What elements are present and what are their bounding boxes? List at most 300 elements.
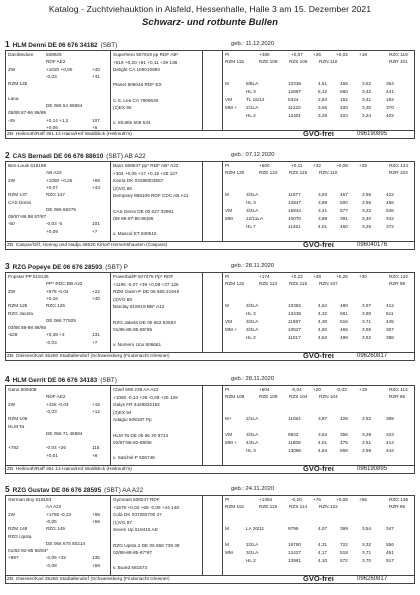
lactation-value: 3,51 bbox=[362, 440, 372, 445]
ancestor-text: Planet 506046 RDF EX bbox=[113, 82, 162, 88]
ancestor-text: Galys FR 4429822152 bbox=[113, 402, 160, 408]
lactation-value: 11987 bbox=[288, 319, 301, 324]
pedigree-text: -49 bbox=[8, 117, 15, 123]
pedigree-value: +31 bbox=[92, 73, 100, 79]
lactation-value: VM bbox=[225, 432, 233, 437]
ancestor-text: +304 +0,05 +17 +0,15 +26 127 bbox=[113, 170, 178, 176]
pedigree-value: +8 bbox=[92, 452, 98, 458]
lactation-value: 3,62 bbox=[318, 432, 328, 437]
lactation-value: 3,52 bbox=[362, 81, 372, 86]
rz-value: RZM 151 bbox=[225, 504, 245, 509]
pedigree-value: -0,05 +32 bbox=[46, 555, 66, 561]
pedigree-value: 508925 bbox=[46, 52, 62, 57]
lactation-value: 2/1LA bbox=[246, 105, 259, 110]
lactation-value: 403 bbox=[340, 113, 348, 118]
pedigree-value: +56 bbox=[92, 518, 100, 524]
pedigree-value: -0,05 bbox=[46, 518, 57, 524]
lactation-value: LA 20/11 bbox=[246, 526, 265, 531]
rz-value: RZM 120 bbox=[225, 170, 245, 175]
breeding-value: +0,07 bbox=[291, 52, 303, 57]
lot-number: 2 bbox=[5, 150, 10, 160]
rz-value: RZN 104 bbox=[319, 394, 338, 399]
pedigree-value: 135 bbox=[92, 555, 100, 561]
pedigree-value: +22 bbox=[92, 288, 100, 294]
pedigree-text: RZM 109 bbox=[8, 416, 28, 422]
lactation-value: 556 bbox=[386, 542, 394, 547]
breeding-value: +0,22 bbox=[291, 274, 303, 279]
lactation-value: 3,25 bbox=[318, 113, 328, 118]
lactation-value: 4,62 bbox=[318, 303, 328, 308]
breeding-value: -0,02 bbox=[336, 387, 347, 392]
lactation-value: 3,93 bbox=[318, 192, 328, 197]
lactation-value: 3,59 bbox=[362, 448, 372, 453]
breed-code: (SBT) bbox=[100, 42, 118, 49]
lactation-value: HL 2 bbox=[246, 558, 256, 563]
breeding-value: +0,11 bbox=[291, 163, 303, 168]
lactation-value: 3,52 bbox=[362, 335, 372, 340]
pedigree-text: 2W bbox=[8, 401, 16, 407]
pedigree-value: DE 066 77925 bbox=[46, 317, 76, 323]
lactation-value: 2/1LA bbox=[246, 416, 259, 421]
lactation-value: 581 bbox=[340, 311, 348, 316]
breeder-line: ZB: Heilmuth/Raff 351 14 Haina/Hof Waldblick (Heilmuth's) bbox=[5, 131, 415, 139]
lactation-value: 5344 bbox=[288, 97, 299, 102]
lot-number: 4 bbox=[5, 374, 10, 384]
column-divider bbox=[110, 273, 111, 352]
pedigree-value: RZG 147 bbox=[46, 192, 66, 198]
rz-value: RZN 110 bbox=[319, 170, 338, 175]
lactation-value: M bbox=[225, 526, 229, 531]
pedigree-value: +7 bbox=[92, 339, 98, 345]
breeding-value: +486 bbox=[259, 52, 270, 57]
breeding-value: +32 bbox=[313, 163, 321, 168]
lactation-value: 722 bbox=[340, 542, 348, 547]
lactation-value: 11877 bbox=[288, 192, 301, 197]
lactation-value: 475 bbox=[340, 440, 348, 445]
lactation-value: 10070 bbox=[288, 216, 302, 221]
gvo-label: GVO-frei bbox=[303, 351, 334, 360]
ear-tag: DE 06 676 34183 bbox=[47, 377, 98, 384]
pedigree-value: DE 066 71 46584 bbox=[46, 430, 83, 436]
pedigree-text: RZG Jaceta bbox=[8, 310, 34, 316]
breeder-line: ZB: Gleisner/Karl 35260 Stadtallendorf (Schweinsberg (Findenacht Gleisner) bbox=[5, 353, 415, 361]
pedigree-value: +675 -0,04 bbox=[46, 288, 69, 294]
lactation-value: 3,40 bbox=[362, 216, 372, 221]
ancestor-text: Adagio 508187 Pp bbox=[113, 417, 152, 423]
column-divider bbox=[222, 496, 223, 575]
ancestor-text: HLM Ta DE 06 66 20 9714 bbox=[113, 432, 169, 438]
rz-value: RZS 104 bbox=[289, 394, 308, 399]
pedigree-value: +0,14 +1,2 bbox=[46, 117, 69, 123]
lactation-value: 3,80 bbox=[362, 311, 372, 316]
lactation-value: 445 bbox=[386, 319, 394, 324]
pedigree-value: +12 bbox=[92, 408, 100, 414]
pedigree-value: +0,07 bbox=[46, 184, 58, 190]
ancestor-text: v. Numero Uno 506661 bbox=[113, 342, 162, 348]
lactation-value: 4,50 bbox=[318, 327, 328, 332]
birth-date: geb.: 28.11.2020 bbox=[231, 263, 275, 269]
label-pi: PI bbox=[225, 52, 230, 57]
pedigree-value: +40 bbox=[92, 66, 100, 72]
lactation-value: 11461 bbox=[288, 224, 301, 229]
lactation-value: 3,30 bbox=[362, 105, 372, 110]
rz-value: RZE 109 bbox=[259, 59, 278, 64]
breeding-value: +604 bbox=[259, 387, 270, 392]
lactation-value: 3/3LA bbox=[246, 327, 259, 332]
lactation-value: 10527 bbox=[288, 327, 302, 332]
lactation-value: 11017 bbox=[288, 335, 301, 340]
lactation-value: 11064 bbox=[288, 416, 301, 421]
lactation-value: 4,07 bbox=[318, 526, 328, 531]
breeding-value: +26 bbox=[313, 52, 321, 57]
pedigree-value: RZG 145 bbox=[46, 526, 66, 532]
pedigree-text: +782 bbox=[8, 445, 19, 451]
bull-name: RZG Gustav bbox=[12, 487, 52, 494]
pedigree-value: -0,04 +26 bbox=[46, 445, 66, 451]
column-divider bbox=[222, 273, 223, 352]
pedigree-text: RZM 137 bbox=[8, 192, 28, 198]
pedigree-text: Gano 509408 bbox=[8, 387, 37, 392]
lactation-value: M bbox=[225, 192, 229, 197]
pedigree-value: +5 bbox=[92, 125, 98, 130]
column-divider bbox=[202, 162, 203, 241]
pedigree-value: DE 066 69276 bbox=[46, 206, 76, 212]
pedigree-text: RZG Upsta bbox=[8, 533, 32, 539]
bull-name: RZG Popeye bbox=[12, 264, 53, 271]
lot-title bbox=[5, 373, 117, 385]
ancestor-text: 02/88-88-85-87*87 bbox=[113, 550, 153, 556]
column-divider bbox=[202, 386, 203, 465]
ancestor-text: Chief 508 239 AA A22 bbox=[113, 387, 159, 392]
ancestor-text: +1060 -0,14 +26 -0,09 +26 129 bbox=[113, 394, 178, 400]
lactation-value: 441 bbox=[386, 89, 394, 94]
pedigree-value: +0,48 +3 bbox=[46, 332, 65, 338]
breeding-value: +0,08 bbox=[336, 163, 348, 168]
breeding-value: +25 bbox=[359, 163, 367, 168]
ancestor-text: +1195 -0,07 +39 +0,08 +37 126 bbox=[113, 281, 179, 287]
lactation-value: 3/3LA bbox=[246, 303, 259, 308]
lactation-value: 660 bbox=[340, 89, 348, 94]
lactation-value: 182 bbox=[386, 97, 394, 102]
breeding-value: +20 bbox=[313, 387, 321, 392]
lot-block bbox=[5, 373, 415, 480]
lactation-value: 9842 bbox=[288, 432, 299, 437]
ancestor-text: Seven Up 619415 AE bbox=[113, 527, 158, 533]
pedigree-value: RDF AE2 bbox=[46, 394, 66, 400]
rz-value: RZE 109 bbox=[259, 394, 278, 399]
pedigree-value: RZG 125 bbox=[46, 303, 66, 309]
pedigree-value: +59 bbox=[92, 562, 100, 568]
lactation-value: 480 bbox=[340, 303, 348, 308]
pedigree-value: DE 066 54 65964 bbox=[46, 103, 83, 109]
pedigree-box bbox=[5, 495, 415, 576]
lactation-value: 444 bbox=[386, 448, 394, 453]
lot-title bbox=[5, 38, 117, 50]
lactation-value: 422 bbox=[386, 192, 394, 197]
pedigree-value: +1755 -0,23 bbox=[46, 511, 72, 517]
lactation-value: 3/3LA bbox=[246, 432, 259, 437]
lactation-value: 4,32 bbox=[318, 311, 328, 316]
lactation-value: 460 bbox=[340, 224, 348, 229]
breeding-value: RZG 119 bbox=[389, 52, 408, 57]
breeding-value: +76 bbox=[313, 497, 321, 502]
lot-id: 096260817 bbox=[357, 576, 388, 582]
pedigree-text: -50 bbox=[8, 221, 15, 227]
lactation-value: 12/11LA bbox=[246, 216, 264, 221]
ear-tag: DE 06 676 28593 bbox=[52, 264, 103, 271]
rz-value: RZR 101 bbox=[389, 59, 408, 64]
ancestor-text: CAS Denis DE 00 627 33981 bbox=[113, 208, 174, 214]
gvo-label: GVO-frei bbox=[303, 464, 334, 473]
lactation-value: MM bbox=[225, 216, 233, 221]
lactation-value: 391 bbox=[340, 216, 348, 221]
ancestor-text: +1675 +0,02 +68 -0,06 +44 148 bbox=[113, 504, 179, 510]
lactation-value: 400 bbox=[340, 105, 348, 110]
pedigree-text: +897 bbox=[8, 555, 19, 561]
rz-value: RZM 108 bbox=[225, 394, 245, 399]
ancestor-text: +519 +0,20 +81 +0,11 +29 138 bbox=[113, 59, 178, 65]
ancestor-text: RZG Jaketa DE 06 662 62553 bbox=[113, 319, 176, 325]
rz-value: RZR 99 bbox=[389, 281, 406, 286]
rz-value: RZS 105 bbox=[289, 59, 308, 64]
rz-value: RZM 115 bbox=[225, 59, 244, 64]
birth-date: geb.: 07.12.2020 bbox=[231, 152, 275, 158]
pedigree-text: -528 bbox=[8, 332, 18, 338]
pedigree-value: 101 bbox=[92, 221, 100, 227]
pedigree-value: +1050 +0,26 bbox=[46, 177, 73, 183]
lactation-value: M+ bbox=[225, 416, 232, 421]
ancestor-text: Gymnast 508247 RDF bbox=[113, 497, 160, 502]
lactation-value: 577 bbox=[340, 208, 348, 213]
lactation-value: 2,84 bbox=[318, 97, 328, 102]
ancestor-text: 02/87-86-82-88/86 bbox=[113, 440, 152, 446]
breeding-value: +30 bbox=[359, 274, 367, 279]
column-divider bbox=[222, 51, 223, 130]
ear-tag: DE 06 676 88610 bbox=[53, 153, 104, 160]
pedigree-value: AB A22 bbox=[46, 170, 62, 176]
pedigree-value: -0,03 bbox=[46, 408, 57, 414]
lactation-value: 461 bbox=[386, 550, 394, 555]
lot-block bbox=[5, 149, 415, 256]
rz-value: RZE 119 bbox=[259, 504, 278, 509]
lactation-value: 3/2LA bbox=[246, 319, 259, 324]
lactation-value: HL 3 bbox=[246, 311, 256, 316]
pedigree-value: DE 066 675 50214 bbox=[46, 540, 86, 546]
breeding-value: +28 bbox=[313, 274, 321, 279]
lactation-value: 342 bbox=[386, 216, 394, 221]
lot-number: 5 bbox=[5, 484, 10, 494]
pedigree-text: Popstar PP 619135 bbox=[8, 274, 49, 279]
lactation-value: 4,17 bbox=[318, 550, 328, 555]
pedigree-value: +0,06 bbox=[46, 125, 58, 130]
label-pi: PI bbox=[225, 163, 230, 168]
lactation-value: HL 3 bbox=[246, 448, 256, 453]
lactation-value: 2/2LA bbox=[246, 542, 259, 547]
bull-name: CAS Bernadi bbox=[12, 153, 54, 160]
lactation-value: 3,56 bbox=[318, 105, 328, 110]
ancestor-text: v. Shottle 505 534 bbox=[113, 120, 151, 126]
ancestor-text: RZG Upsta 2 DE 06 668 739 38 bbox=[113, 542, 180, 548]
ancestor-text: (3)EX 94 bbox=[113, 409, 132, 415]
lactation-value: 3,97 bbox=[362, 303, 372, 308]
pedigree-value: 107 bbox=[92, 117, 100, 123]
lactation-value: 3,42 bbox=[362, 89, 372, 94]
ear-tag: DE 06 676 34182 bbox=[47, 42, 98, 49]
lactation-value: 4,01 bbox=[318, 224, 328, 229]
pedigree-box bbox=[5, 385, 415, 466]
breeding-value: RZG 122 bbox=[389, 274, 409, 279]
pedigree-value: -0,03 bbox=[46, 339, 57, 345]
lactation-value: 3/3LA bbox=[246, 192, 259, 197]
ancestor-text: Banz 508537 pp* RDF AB* A22 bbox=[113, 163, 179, 168]
breeding-value: +500 bbox=[259, 163, 270, 168]
lactation-value: 518 bbox=[340, 550, 348, 555]
rz-value: RZR 96 bbox=[389, 394, 406, 399]
gvo-label: GVO-frei bbox=[303, 240, 334, 249]
rz-value: RZN 122 bbox=[319, 504, 338, 509]
pedigree-text: HLM Ta bbox=[8, 423, 25, 429]
lactation-value: HL 2 bbox=[246, 335, 256, 340]
lactation-value: 3/2LA bbox=[246, 550, 259, 555]
lot-title bbox=[5, 483, 143, 495]
catalog-subtitle: Schwarz- und rotbunte Bullen bbox=[142, 17, 278, 28]
lactation-value: 347 bbox=[386, 526, 394, 531]
lactation-value: 572 bbox=[340, 558, 348, 563]
lactation-value: 4,54 bbox=[318, 448, 328, 453]
ancestor-text: (2)EX 90 bbox=[113, 105, 132, 111]
lactation-value: 3,52 bbox=[362, 416, 372, 421]
column-divider bbox=[202, 273, 203, 352]
lactation-value: 3/2LA bbox=[246, 208, 259, 213]
lactation-value: 465 bbox=[340, 327, 348, 332]
lactation-value: HL 3 bbox=[246, 89, 256, 94]
lot-id: 096260817 bbox=[357, 353, 388, 359]
lot-title bbox=[5, 260, 128, 272]
lactation-value: 12847 bbox=[288, 200, 302, 205]
ancestor-text: (99 89-87-85-86)86 bbox=[113, 216, 154, 222]
pedigree-value: +1020 +0,00 bbox=[46, 66, 73, 72]
pedigree-value: +15 bbox=[92, 401, 100, 407]
label-pi: PI bbox=[225, 387, 230, 392]
pedigree-value: +0,16 bbox=[46, 295, 58, 301]
lactation-value: 498 bbox=[340, 335, 348, 340]
pedigree-value: +0,01 bbox=[46, 452, 58, 458]
pedigree-box bbox=[5, 50, 415, 131]
pedigree-text: 2W bbox=[8, 511, 16, 517]
label-pi: PI bbox=[225, 497, 230, 502]
lactation-value: TL 16/12 bbox=[246, 97, 265, 102]
lot-block bbox=[5, 483, 415, 590]
breeding-value: RZG 114 bbox=[389, 387, 408, 392]
lot-number: 1 bbox=[5, 39, 10, 49]
lactation-value: 10338 bbox=[288, 81, 302, 86]
lactation-value: 4/4LA bbox=[246, 440, 259, 445]
lactation-value: M bbox=[225, 81, 229, 86]
pedigree-text: RZM 125 bbox=[8, 303, 28, 309]
pedigree-box bbox=[5, 161, 415, 242]
column-divider bbox=[222, 386, 223, 465]
lactation-value: 372 bbox=[386, 224, 394, 229]
label-pi: PI bbox=[225, 274, 230, 279]
breeding-value: +0,08 bbox=[336, 497, 348, 502]
lactation-value: HL 7 bbox=[246, 224, 256, 229]
rz-value: RZS 114 bbox=[289, 504, 308, 509]
lactation-value: 3,22 bbox=[362, 208, 372, 213]
pedigree-value: +426 -0,04 bbox=[46, 401, 69, 407]
lactation-value: 8/8LA bbox=[246, 81, 259, 86]
lactation-value: 3,25 bbox=[362, 224, 372, 229]
column-divider bbox=[202, 51, 203, 130]
lactation-value: 4,01 bbox=[318, 440, 328, 445]
lactation-value: 456 bbox=[386, 200, 394, 205]
lactation-value: MM + bbox=[225, 105, 237, 110]
pedigree-text: CAS Dorini bbox=[8, 199, 32, 205]
pedigree-text: ZW bbox=[8, 288, 16, 294]
pedigree-text: 05/87-86 88 87/87 bbox=[8, 214, 47, 220]
catalog-header: Katalog - Zuchtviehauktion in Alsfeld, Hessenhalle, Halle 3 am 15. Dezember 2021 bbox=[48, 4, 372, 14]
lactation-value: VM bbox=[225, 319, 233, 324]
lactation-value: 13961 bbox=[288, 558, 302, 563]
lactation-value: 3,88 bbox=[318, 216, 328, 221]
lactation-value: 16942 bbox=[288, 208, 302, 213]
pedigree-value: AA A22 bbox=[46, 504, 62, 510]
breeder-line: ZB: Gleisner/Karl 35260 Stadtallendorf (Schweinsberg (Findenacht Gleisner) bbox=[5, 576, 415, 584]
lactation-value: 3,55 bbox=[362, 327, 372, 332]
lactation-value: 364 bbox=[386, 81, 394, 86]
lactation-value: 4,10 bbox=[318, 558, 328, 563]
rz-value: RZR 96 bbox=[389, 504, 406, 509]
lactation-value: VM bbox=[225, 208, 233, 213]
lactation-value: 4,31 bbox=[318, 542, 328, 547]
pedigree-text: 03/88 88-88 88/86 bbox=[8, 325, 47, 331]
pedigree-value: +43 bbox=[92, 184, 100, 190]
ancestor-text: Cola DK 037250700 47 bbox=[113, 512, 162, 518]
lactation-value: 500 bbox=[340, 200, 348, 205]
column-divider bbox=[110, 386, 111, 465]
rz-value: RZN 110 bbox=[319, 59, 338, 64]
lactation-value: 388 bbox=[386, 335, 394, 340]
pedigree-value: +40 bbox=[92, 295, 100, 301]
lactation-value: 3,70 bbox=[362, 558, 372, 563]
lactation-value: 517 bbox=[386, 558, 394, 563]
rz-value: RZM 122 bbox=[225, 281, 245, 286]
lactation-value: 389 bbox=[386, 416, 394, 421]
lactation-value: 16750 bbox=[288, 542, 302, 547]
lot-block bbox=[5, 38, 415, 145]
column-divider bbox=[202, 496, 203, 575]
breeding-value: +56 bbox=[359, 497, 367, 502]
breeding-value: +19 bbox=[359, 387, 367, 392]
ancestor-text: Karria DK 03286003557 bbox=[113, 178, 164, 184]
rz-value: RZE 113 bbox=[259, 281, 278, 286]
lactation-value: 3,24 bbox=[362, 113, 372, 118]
lactation-value: 13435 bbox=[288, 311, 302, 316]
lot-block bbox=[5, 260, 415, 367]
ancestor-text: Dempsey 889109 RDF CDC AB A11 bbox=[113, 193, 189, 199]
lactation-value: 511 bbox=[386, 311, 394, 316]
breed-code: (SBT) AB A22 bbox=[106, 153, 146, 160]
breeding-value: +0,02 bbox=[336, 52, 348, 57]
lactation-value: 3,41 bbox=[362, 97, 372, 102]
bull-name: HLM Denni bbox=[12, 42, 48, 49]
column-divider bbox=[110, 51, 111, 130]
rz-value: RZR 103 bbox=[389, 170, 408, 175]
lactation-value: HL 3 bbox=[246, 200, 256, 205]
pedigree-value: 131 bbox=[92, 332, 100, 338]
column-divider bbox=[110, 162, 111, 241]
pedigree-value: +7 bbox=[92, 228, 98, 234]
pedigree-text: German Boy 619193 bbox=[8, 497, 52, 502]
